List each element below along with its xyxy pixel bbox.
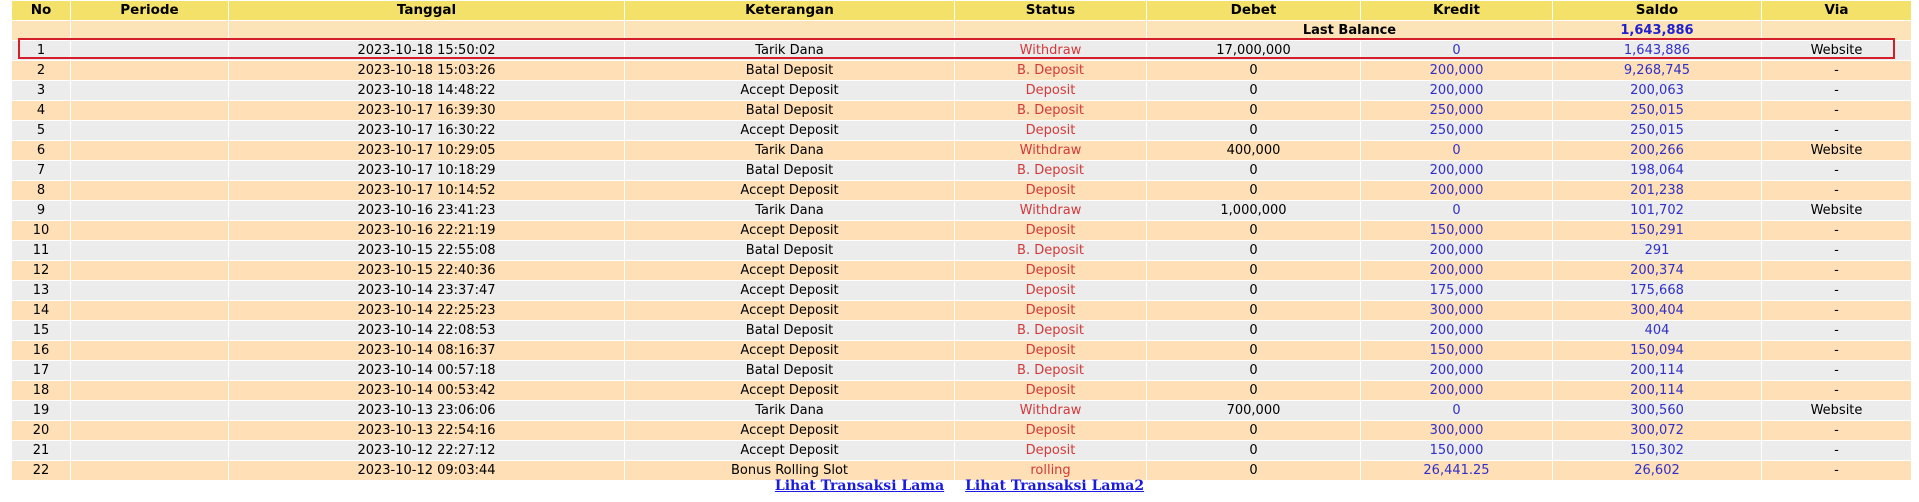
- cell-tanggal: 2023-10-18 14:48:22: [229, 81, 624, 100]
- cell-status: Withdraw: [955, 141, 1146, 160]
- cell-periode: [71, 101, 228, 120]
- cell-periode: [71, 181, 228, 200]
- cell-debet: 0: [1147, 261, 1360, 280]
- cell-periode: [71, 221, 228, 240]
- cell-no: 18: [12, 381, 70, 400]
- cell-kredit: 150,000: [1361, 441, 1552, 460]
- last-balance-label: Last Balance: [1147, 21, 1552, 40]
- cell-no: 12: [12, 261, 70, 280]
- cell-tanggal: 2023-10-12 09:03:44: [229, 461, 624, 480]
- table-row[interactable]: [12, 121, 1911, 140]
- cell-no: 6: [12, 141, 70, 160]
- transaction-history: [11, 0, 1908, 481]
- cell-status: Deposit: [955, 261, 1146, 280]
- cell-keterangan: Tarik Dana: [625, 141, 954, 160]
- cell-periode: [71, 241, 228, 260]
- cell-debet: 0: [1147, 321, 1360, 340]
- cell-tanggal: 2023-10-14 22:25:23: [229, 301, 624, 320]
- cell-keterangan: Accept Deposit: [625, 301, 954, 320]
- last-balance-empty: [1762, 21, 1911, 40]
- cell-no: 3: [12, 81, 70, 100]
- cell-debet: 0: [1147, 341, 1360, 360]
- cell-no: 2: [12, 61, 70, 80]
- cell-saldo: 200,266: [1553, 141, 1761, 160]
- cell-periode: [71, 401, 228, 420]
- cell-keterangan: Accept Deposit: [625, 381, 954, 400]
- table-header-row: [12, 1, 1911, 20]
- table-row[interactable]: [12, 81, 1911, 100]
- cell-tanggal: 2023-10-13 22:54:16: [229, 421, 624, 440]
- cell-saldo: 175,668: [1553, 281, 1761, 300]
- header-tanggal[interactable]: Tanggal: [229, 1, 624, 20]
- cell-no: 21: [12, 441, 70, 460]
- cell-keterangan: Tarik Dana: [625, 41, 954, 60]
- cell-debet: 0: [1147, 361, 1360, 380]
- cell-periode: [71, 301, 228, 320]
- transaction-table: [11, 0, 1912, 481]
- cell-debet: 0: [1147, 61, 1360, 80]
- cell-via: -: [1762, 421, 1911, 440]
- cell-keterangan: Accept Deposit: [625, 421, 954, 440]
- cell-tanggal: 2023-10-17 10:18:29: [229, 161, 624, 180]
- cell-kredit: 26,441.25: [1361, 461, 1552, 480]
- cell-keterangan: Accept Deposit: [625, 281, 954, 300]
- cell-keterangan: Batal Deposit: [625, 241, 954, 260]
- cell-tanggal: 2023-10-14 23:37:47: [229, 281, 624, 300]
- cell-debet: 0: [1147, 381, 1360, 400]
- cell-via: -: [1762, 341, 1911, 360]
- cell-keterangan: Accept Deposit: [625, 261, 954, 280]
- cell-status: Deposit: [955, 441, 1146, 460]
- cell-debet: 0: [1147, 161, 1360, 180]
- cell-saldo: 26,602: [1553, 461, 1761, 480]
- cell-tanggal: 2023-10-14 00:57:18: [229, 361, 624, 380]
- cell-status: B. Deposit: [955, 161, 1146, 180]
- cell-periode: [71, 61, 228, 80]
- cell-periode: [71, 201, 228, 220]
- table-row[interactable]: [12, 41, 1911, 60]
- cell-tanggal: 2023-10-12 22:27:12: [229, 441, 624, 460]
- cell-tanggal: 2023-10-16 22:21:19: [229, 221, 624, 240]
- cell-saldo: 200,063: [1553, 81, 1761, 100]
- cell-saldo: 300,072: [1553, 421, 1761, 440]
- cell-debet: 0: [1147, 281, 1360, 300]
- cell-via: -: [1762, 81, 1911, 100]
- cell-tanggal: 2023-10-18 15:50:02: [229, 41, 624, 60]
- cell-no: 14: [12, 301, 70, 320]
- cell-tanggal: 2023-10-15 22:40:36: [229, 261, 624, 280]
- cell-periode: [71, 441, 228, 460]
- cell-saldo: 200,114: [1553, 381, 1761, 400]
- cell-no: 19: [12, 401, 70, 420]
- cell-status: Deposit: [955, 221, 1146, 240]
- cell-no: 7: [12, 161, 70, 180]
- cell-kredit: 300,000: [1361, 301, 1552, 320]
- cell-via: -: [1762, 101, 1911, 120]
- cell-status: B. Deposit: [955, 361, 1146, 380]
- cell-via: -: [1762, 161, 1911, 180]
- cell-saldo: 201,238: [1553, 181, 1761, 200]
- cell-via: -: [1762, 281, 1911, 300]
- cell-keterangan: Batal Deposit: [625, 61, 954, 80]
- old-transactions-link[interactable]: Lihat Transaksi Lama: [774, 478, 945, 494]
- cell-no: 11: [12, 241, 70, 260]
- cell-status: Deposit: [955, 81, 1146, 100]
- cell-status: Deposit: [955, 301, 1146, 320]
- header-status[interactable]: Status: [955, 1, 1146, 20]
- table-row[interactable]: [12, 61, 1911, 80]
- cell-no: 16: [12, 341, 70, 360]
- cell-tanggal: 2023-10-18 15:03:26: [229, 61, 624, 80]
- cell-kredit: 175,000: [1361, 281, 1552, 300]
- cell-kredit: 150,000: [1361, 221, 1552, 240]
- cell-tanggal: 2023-10-13 23:06:06: [229, 401, 624, 420]
- cell-debet: 0: [1147, 181, 1360, 200]
- cell-periode: [71, 141, 228, 160]
- cell-no: 8: [12, 181, 70, 200]
- cell-no: 15: [12, 321, 70, 340]
- cell-status: Withdraw: [955, 401, 1146, 420]
- header-debet[interactable]: Debet: [1147, 1, 1360, 20]
- cell-periode: [71, 261, 228, 280]
- cell-periode: [71, 321, 228, 340]
- header-via[interactable]: Via: [1762, 1, 1911, 20]
- table-row[interactable]: [12, 361, 1911, 380]
- cell-status: Withdraw: [955, 201, 1146, 220]
- cell-kredit: 200,000: [1361, 61, 1552, 80]
- table-row[interactable]: [12, 441, 1911, 460]
- cell-status: B. Deposit: [955, 321, 1146, 340]
- cell-keterangan: Batal Deposit: [625, 161, 954, 180]
- cell-tanggal: 2023-10-14 08:16:37: [229, 341, 624, 360]
- cell-keterangan: Batal Deposit: [625, 361, 954, 380]
- table-row[interactable]: [12, 201, 1911, 220]
- cell-periode: [71, 161, 228, 180]
- cell-kredit: 200,000: [1361, 261, 1552, 280]
- last-balance-empty: [955, 21, 1146, 40]
- table-row[interactable]: [12, 141, 1911, 160]
- cell-via: -: [1762, 221, 1911, 240]
- cell-saldo: 250,015: [1553, 121, 1761, 140]
- cell-saldo: 200,114: [1553, 361, 1761, 380]
- table-row[interactable]: [12, 101, 1911, 120]
- cell-via: -: [1762, 461, 1911, 480]
- cell-kredit: 200,000: [1361, 181, 1552, 200]
- table-row[interactable]: [12, 161, 1911, 180]
- cell-kredit: 0: [1361, 401, 1552, 420]
- cell-saldo: 300,560: [1553, 401, 1761, 420]
- cell-status: B. Deposit: [955, 101, 1146, 120]
- cell-debet: 400,000: [1147, 141, 1360, 160]
- cell-via: Website: [1762, 201, 1911, 220]
- cell-via: -: [1762, 321, 1911, 340]
- cell-status: Deposit: [955, 381, 1146, 400]
- cell-tanggal: 2023-10-14 00:53:42: [229, 381, 624, 400]
- cell-saldo: 198,064: [1553, 161, 1761, 180]
- table-row[interactable]: [12, 341, 1911, 360]
- last-balance-empty: [12, 21, 70, 40]
- cell-status: Deposit: [955, 281, 1146, 300]
- cell-keterangan: Bonus Rolling Slot: [625, 461, 954, 480]
- cell-via: -: [1762, 121, 1911, 140]
- cell-debet: 700,000: [1147, 401, 1360, 420]
- cell-no: 22: [12, 461, 70, 480]
- cell-saldo: 250,015: [1553, 101, 1761, 120]
- table-row[interactable]: [12, 301, 1911, 320]
- cell-keterangan: Accept Deposit: [625, 181, 954, 200]
- cell-periode: [71, 421, 228, 440]
- cell-debet: 0: [1147, 101, 1360, 120]
- cell-no: 4: [12, 101, 70, 120]
- cell-keterangan: Batal Deposit: [625, 321, 954, 340]
- cell-periode: [71, 281, 228, 300]
- last-balance-value: 1,643,886: [1553, 21, 1761, 40]
- cell-debet: 0: [1147, 241, 1360, 260]
- table-row[interactable]: [12, 281, 1911, 300]
- cell-kredit: 250,000: [1361, 121, 1552, 140]
- cell-via: -: [1762, 301, 1911, 320]
- cell-kredit: 200,000: [1361, 161, 1552, 180]
- cell-kredit: 0: [1361, 141, 1552, 160]
- cell-periode: [71, 121, 228, 140]
- cell-kredit: 250,000: [1361, 101, 1552, 120]
- cell-periode: [71, 361, 228, 380]
- cell-kredit: 200,000: [1361, 81, 1552, 100]
- cell-kredit: 200,000: [1361, 321, 1552, 340]
- cell-kredit: 200,000: [1361, 361, 1552, 380]
- last-balance-row: [12, 21, 1911, 40]
- cell-no: 1: [12, 41, 70, 60]
- cell-status: Deposit: [955, 341, 1146, 360]
- cell-keterangan: Tarik Dana: [625, 401, 954, 420]
- cell-saldo: 150,302: [1553, 441, 1761, 460]
- cell-saldo: 404: [1553, 321, 1761, 340]
- cell-via: Website: [1762, 41, 1911, 60]
- table-row[interactable]: [12, 321, 1911, 340]
- cell-kredit: 300,000: [1361, 421, 1552, 440]
- last-balance-empty: [71, 21, 228, 40]
- cell-debet: 0: [1147, 301, 1360, 320]
- cell-saldo: 101,702: [1553, 201, 1761, 220]
- table-row[interactable]: [12, 241, 1911, 260]
- cell-debet: 0: [1147, 221, 1360, 240]
- cell-debet: 1,000,000: [1147, 201, 1360, 220]
- cell-tanggal: 2023-10-16 23:41:23: [229, 201, 624, 220]
- cell-keterangan: Batal Deposit: [625, 101, 954, 120]
- cell-via: -: [1762, 441, 1911, 460]
- cell-kredit: 0: [1361, 201, 1552, 220]
- cell-status: B. Deposit: [955, 241, 1146, 260]
- cell-status: B. Deposit: [955, 61, 1146, 80]
- cell-keterangan: Accept Deposit: [625, 341, 954, 360]
- cell-status: Deposit: [955, 421, 1146, 440]
- cell-saldo: 9,268,745: [1553, 61, 1761, 80]
- cell-via: -: [1762, 181, 1911, 200]
- last-balance-empty: [229, 21, 624, 40]
- cell-saldo: 291: [1553, 241, 1761, 260]
- cell-no: 9: [12, 201, 70, 220]
- cell-debet: 17,000,000: [1147, 41, 1360, 60]
- cell-tanggal: 2023-10-14 22:08:53: [229, 321, 624, 340]
- cell-tanggal: 2023-10-17 10:14:52: [229, 181, 624, 200]
- cell-debet: 0: [1147, 461, 1360, 480]
- cell-keterangan: Accept Deposit: [625, 441, 954, 460]
- table-row[interactable]: [12, 421, 1911, 440]
- header-periode[interactable]: Periode: [71, 1, 228, 20]
- cell-status: rolling: [955, 461, 1146, 480]
- cell-saldo: 150,094: [1553, 341, 1761, 360]
- table-row[interactable]: [12, 401, 1911, 420]
- cell-status: Deposit: [955, 181, 1146, 200]
- cell-via: Website: [1762, 401, 1911, 420]
- cell-kredit: 0: [1361, 41, 1552, 60]
- cell-saldo: 150,291: [1553, 221, 1761, 240]
- cell-periode: [71, 341, 228, 360]
- cell-via: -: [1762, 241, 1911, 260]
- last-balance-empty: [625, 21, 954, 40]
- table-row[interactable]: [12, 261, 1911, 280]
- old-transactions-2-link[interactable]: Lihat Transaksi Lama2: [965, 478, 1145, 494]
- cell-via: -: [1762, 361, 1911, 380]
- cell-keterangan: Tarik Dana: [625, 201, 954, 220]
- cell-debet: 0: [1147, 121, 1360, 140]
- header-no[interactable]: No: [12, 1, 70, 20]
- cell-no: 5: [12, 121, 70, 140]
- cell-saldo: 200,374: [1553, 261, 1761, 280]
- table-row[interactable]: [12, 181, 1911, 200]
- header-saldo[interactable]: Saldo: [1553, 1, 1761, 20]
- cell-tanggal: 2023-10-17 16:39:30: [229, 101, 624, 120]
- cell-keterangan: Accept Deposit: [625, 121, 954, 140]
- cell-debet: 0: [1147, 441, 1360, 460]
- cell-debet: 0: [1147, 421, 1360, 440]
- cell-no: 17: [12, 361, 70, 380]
- cell-tanggal: 2023-10-17 16:30:22: [229, 121, 624, 140]
- cell-periode: [71, 41, 228, 60]
- cell-tanggal: 2023-10-15 22:55:08: [229, 241, 624, 260]
- cell-status: Deposit: [955, 121, 1146, 140]
- cell-keterangan: Accept Deposit: [625, 221, 954, 240]
- table-row[interactable]: [12, 381, 1911, 400]
- cell-periode: [71, 381, 228, 400]
- cell-status: Withdraw: [955, 41, 1146, 60]
- cell-periode: [71, 81, 228, 100]
- cell-no: 13: [12, 281, 70, 300]
- cell-no: 10: [12, 221, 70, 240]
- cell-keterangan: Accept Deposit: [625, 81, 954, 100]
- cell-via: Website: [1762, 141, 1911, 160]
- header-keterangan[interactable]: Keterangan: [625, 1, 954, 20]
- cell-kredit: 150,000: [1361, 341, 1552, 360]
- footer-links: [0, 478, 1919, 494]
- cell-debet: 0: [1147, 81, 1360, 100]
- header-kredit[interactable]: Kredit: [1361, 1, 1552, 20]
- cell-no: 20: [12, 421, 70, 440]
- cell-saldo: 300,404: [1553, 301, 1761, 320]
- cell-tanggal: 2023-10-17 10:29:05: [229, 141, 624, 160]
- table-row[interactable]: [12, 221, 1911, 240]
- cell-kredit: 200,000: [1361, 381, 1552, 400]
- cell-kredit: 200,000: [1361, 241, 1552, 260]
- cell-via: -: [1762, 261, 1911, 280]
- cell-via: -: [1762, 61, 1911, 80]
- cell-via: -: [1762, 381, 1911, 400]
- cell-saldo: 1,643,886: [1553, 41, 1761, 60]
